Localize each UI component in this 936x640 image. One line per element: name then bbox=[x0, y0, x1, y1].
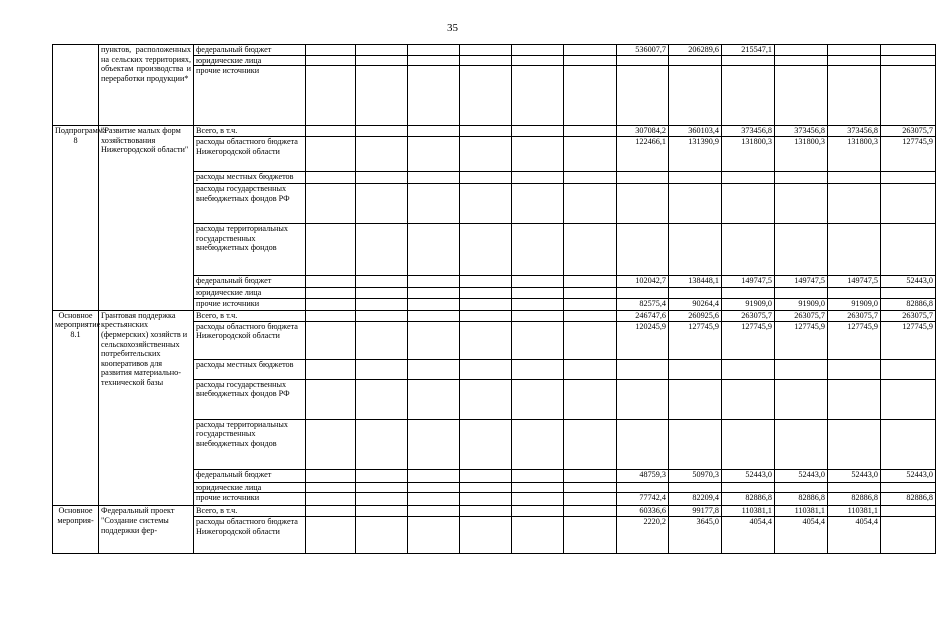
table-row bbox=[53, 506, 936, 517]
value-cell: 52443,0 bbox=[881, 469, 936, 482]
value-cell bbox=[617, 184, 669, 224]
value-cell: 102042,7 bbox=[617, 276, 669, 288]
empty-cell bbox=[512, 276, 564, 288]
empty-cell bbox=[512, 126, 564, 137]
funding-source-cell: расходы территориальных государственных внебюджетных фондов bbox=[194, 224, 306, 276]
value-cell bbox=[722, 482, 775, 493]
value-cell bbox=[617, 55, 669, 66]
value-cell: 307084,2 bbox=[617, 126, 669, 137]
empty-cell bbox=[564, 172, 617, 184]
value-cell bbox=[722, 172, 775, 184]
funding-source-cell: федеральный бюджет bbox=[194, 276, 306, 288]
empty-cell bbox=[512, 419, 564, 469]
empty-cell bbox=[306, 172, 356, 184]
value-cell: 110381,1 bbox=[722, 506, 775, 517]
value-cell bbox=[775, 419, 828, 469]
empty-cell bbox=[512, 184, 564, 224]
funding-source-cell: юридические лица bbox=[194, 482, 306, 493]
empty-cell bbox=[408, 184, 460, 224]
value-cell: 52443,0 bbox=[828, 469, 881, 482]
empty-cell bbox=[356, 506, 408, 517]
empty-cell bbox=[512, 482, 564, 493]
empty-cell bbox=[306, 126, 356, 137]
program-description-cell: Грантовая поддержка крестьянских (фермерских) хозяйств и сельскохозяйственных потребительских кооперативов для развития материально-технической базы bbox=[99, 310, 194, 506]
value-cell bbox=[722, 224, 775, 276]
empty-cell bbox=[356, 517, 408, 554]
empty-cell bbox=[408, 126, 460, 137]
empty-cell bbox=[356, 482, 408, 493]
value-cell bbox=[669, 288, 722, 299]
value-cell: 373456,8 bbox=[828, 126, 881, 137]
empty-cell bbox=[460, 184, 512, 224]
value-cell: 90264,4 bbox=[669, 298, 722, 310]
empty-cell bbox=[356, 298, 408, 310]
value-cell: 82886,8 bbox=[881, 493, 936, 506]
empty-cell bbox=[408, 469, 460, 482]
empty-cell bbox=[564, 45, 617, 56]
funding-source-cell: расходы территориальных государственных внебюджетных фондов bbox=[194, 419, 306, 469]
empty-cell bbox=[408, 45, 460, 56]
empty-cell bbox=[408, 224, 460, 276]
empty-cell bbox=[460, 288, 512, 299]
empty-cell bbox=[356, 288, 408, 299]
empty-cell bbox=[460, 298, 512, 310]
empty-cell bbox=[512, 288, 564, 299]
empty-cell bbox=[408, 506, 460, 517]
empty-cell bbox=[564, 419, 617, 469]
funding-source-cell: федеральный бюджет bbox=[194, 469, 306, 482]
empty-cell bbox=[460, 506, 512, 517]
empty-cell bbox=[460, 469, 512, 482]
value-cell bbox=[722, 419, 775, 469]
value-cell bbox=[722, 359, 775, 379]
value-cell bbox=[828, 66, 881, 126]
empty-cell bbox=[306, 469, 356, 482]
value-cell: 127745,9 bbox=[722, 321, 775, 359]
empty-cell bbox=[356, 55, 408, 66]
empty-cell bbox=[408, 55, 460, 66]
funding-source-cell: прочие источники bbox=[194, 66, 306, 126]
value-cell bbox=[881, 482, 936, 493]
value-cell: 82886,8 bbox=[775, 493, 828, 506]
empty-cell bbox=[356, 172, 408, 184]
empty-cell bbox=[512, 517, 564, 554]
value-cell bbox=[775, 482, 828, 493]
empty-cell bbox=[306, 288, 356, 299]
value-cell bbox=[881, 359, 936, 379]
empty-cell bbox=[460, 137, 512, 172]
empty-cell bbox=[356, 184, 408, 224]
value-cell: 260925,6 bbox=[669, 310, 722, 321]
empty-cell bbox=[408, 359, 460, 379]
value-cell: 127745,9 bbox=[669, 321, 722, 359]
empty-cell bbox=[460, 482, 512, 493]
table-row bbox=[53, 126, 936, 137]
value-cell: 52443,0 bbox=[775, 469, 828, 482]
funding-source-cell: прочие источники bbox=[194, 493, 306, 506]
program-name-cell: Подпрограмма 8 bbox=[53, 126, 99, 311]
value-cell: 82886,8 bbox=[722, 493, 775, 506]
value-cell bbox=[775, 224, 828, 276]
empty-cell bbox=[306, 45, 356, 56]
funding-source-cell: Всего, в т.ч. bbox=[194, 126, 306, 137]
value-cell bbox=[881, 506, 936, 517]
program-description-cell: "Развитие малых форм хозяйствования Нижегородской области" bbox=[99, 126, 194, 311]
value-cell bbox=[669, 419, 722, 469]
empty-cell bbox=[356, 126, 408, 137]
empty-cell bbox=[512, 359, 564, 379]
value-cell bbox=[828, 172, 881, 184]
table-row bbox=[53, 310, 936, 321]
value-cell bbox=[881, 55, 936, 66]
program-description-cell: Федеральный проект "Создание системы поддержки фер- bbox=[99, 506, 194, 554]
empty-cell bbox=[408, 288, 460, 299]
value-cell: 52443,0 bbox=[722, 469, 775, 482]
empty-cell bbox=[460, 493, 512, 506]
empty-cell bbox=[306, 184, 356, 224]
empty-cell bbox=[306, 379, 356, 419]
value-cell bbox=[775, 45, 828, 56]
value-cell bbox=[881, 419, 936, 469]
value-cell bbox=[828, 482, 881, 493]
empty-cell bbox=[564, 184, 617, 224]
value-cell bbox=[669, 55, 722, 66]
funding-source-cell: федеральный бюджет bbox=[194, 45, 306, 56]
value-cell: 50970,3 bbox=[669, 469, 722, 482]
empty-cell bbox=[408, 298, 460, 310]
value-cell: 4054,4 bbox=[775, 517, 828, 554]
value-cell bbox=[828, 419, 881, 469]
empty-cell bbox=[306, 298, 356, 310]
value-cell bbox=[775, 288, 828, 299]
value-cell: 91909,0 bbox=[775, 298, 828, 310]
empty-cell bbox=[356, 276, 408, 288]
empty-cell bbox=[512, 379, 564, 419]
value-cell bbox=[617, 359, 669, 379]
empty-cell bbox=[306, 321, 356, 359]
empty-cell bbox=[408, 172, 460, 184]
empty-cell bbox=[356, 379, 408, 419]
value-cell bbox=[775, 359, 828, 379]
program-description-cell: пунктов, расположенных на сельских территориях, объектам производства и переработки продукции* bbox=[99, 45, 194, 126]
empty-cell bbox=[512, 66, 564, 126]
value-cell bbox=[828, 379, 881, 419]
value-cell: 91909,0 bbox=[722, 298, 775, 310]
empty-cell bbox=[356, 469, 408, 482]
empty-cell bbox=[512, 172, 564, 184]
value-cell bbox=[775, 172, 828, 184]
value-cell: 82575,4 bbox=[617, 298, 669, 310]
empty-cell bbox=[408, 419, 460, 469]
value-cell: 206289,6 bbox=[669, 45, 722, 56]
value-cell bbox=[881, 45, 936, 56]
value-cell bbox=[669, 482, 722, 493]
value-cell bbox=[828, 288, 881, 299]
funding-source-cell: расходы государственных внебюджетных фондов РФ bbox=[194, 379, 306, 419]
empty-cell bbox=[408, 517, 460, 554]
value-cell bbox=[617, 172, 669, 184]
empty-cell bbox=[460, 517, 512, 554]
value-cell: 127745,9 bbox=[881, 321, 936, 359]
value-cell bbox=[722, 55, 775, 66]
value-cell: 77742,4 bbox=[617, 493, 669, 506]
value-cell bbox=[881, 184, 936, 224]
value-cell: 60336,6 bbox=[617, 506, 669, 517]
value-cell: 131390,9 bbox=[669, 137, 722, 172]
value-cell: 149747,5 bbox=[828, 276, 881, 288]
value-cell: 263075,7 bbox=[775, 310, 828, 321]
empty-cell bbox=[356, 224, 408, 276]
empty-cell bbox=[460, 359, 512, 379]
empty-cell bbox=[460, 172, 512, 184]
program-name-cell bbox=[53, 45, 99, 126]
empty-cell bbox=[564, 137, 617, 172]
value-cell bbox=[617, 288, 669, 299]
empty-cell bbox=[356, 45, 408, 56]
value-cell: 4054,4 bbox=[722, 517, 775, 554]
funding-source-cell: Всего, в т.ч. bbox=[194, 310, 306, 321]
empty-cell bbox=[564, 469, 617, 482]
value-cell bbox=[669, 359, 722, 379]
value-cell bbox=[881, 172, 936, 184]
empty-cell bbox=[512, 45, 564, 56]
empty-cell bbox=[306, 359, 356, 379]
value-cell: 127745,9 bbox=[775, 321, 828, 359]
value-cell bbox=[775, 55, 828, 66]
funding-source-cell: Всего, в т.ч. bbox=[194, 506, 306, 517]
value-cell: 122466,1 bbox=[617, 137, 669, 172]
page-number: 35 bbox=[447, 22, 458, 34]
empty-cell bbox=[460, 321, 512, 359]
funding-source-cell: расходы местных бюджетов bbox=[194, 172, 306, 184]
budget-table bbox=[52, 44, 936, 554]
funding-source-cell: юридические лица bbox=[194, 288, 306, 299]
value-cell bbox=[669, 172, 722, 184]
empty-cell bbox=[564, 379, 617, 419]
value-cell bbox=[722, 184, 775, 224]
value-cell bbox=[828, 224, 881, 276]
empty-cell bbox=[564, 126, 617, 137]
empty-cell bbox=[460, 379, 512, 419]
value-cell: 82886,8 bbox=[828, 493, 881, 506]
empty-cell bbox=[408, 276, 460, 288]
value-cell bbox=[881, 66, 936, 126]
value-cell bbox=[617, 224, 669, 276]
empty-cell bbox=[408, 137, 460, 172]
empty-cell bbox=[564, 276, 617, 288]
empty-cell bbox=[306, 506, 356, 517]
empty-cell bbox=[408, 321, 460, 359]
funding-source-cell: юридические лица bbox=[194, 55, 306, 66]
empty-cell bbox=[408, 66, 460, 126]
value-cell: 82209,4 bbox=[669, 493, 722, 506]
funding-source-cell: расходы государственных внебюджетных фондов РФ bbox=[194, 184, 306, 224]
program-name-cell: Основное мероприятие 8.1 bbox=[53, 310, 99, 506]
empty-cell bbox=[306, 276, 356, 288]
empty-cell bbox=[512, 321, 564, 359]
empty-cell bbox=[306, 224, 356, 276]
empty-cell bbox=[564, 517, 617, 554]
value-cell bbox=[881, 224, 936, 276]
empty-cell bbox=[306, 310, 356, 321]
value-cell: 91909,0 bbox=[828, 298, 881, 310]
empty-cell bbox=[356, 359, 408, 379]
value-cell: 263075,7 bbox=[722, 310, 775, 321]
empty-cell bbox=[564, 310, 617, 321]
value-cell bbox=[722, 288, 775, 299]
empty-cell bbox=[460, 55, 512, 66]
funding-source-cell: прочие источники bbox=[194, 298, 306, 310]
funding-source-cell: расходы областного бюджета Нижегородской области bbox=[194, 517, 306, 554]
empty-cell bbox=[356, 493, 408, 506]
value-cell: 215547,1 bbox=[722, 45, 775, 56]
value-cell bbox=[828, 45, 881, 56]
empty-cell bbox=[512, 469, 564, 482]
value-cell bbox=[669, 184, 722, 224]
value-cell bbox=[722, 66, 775, 126]
value-cell: 536007,7 bbox=[617, 45, 669, 56]
empty-cell bbox=[564, 298, 617, 310]
value-cell: 373456,8 bbox=[722, 126, 775, 137]
empty-cell bbox=[512, 55, 564, 66]
value-cell: 131800,3 bbox=[775, 137, 828, 172]
empty-cell bbox=[512, 224, 564, 276]
empty-cell bbox=[356, 321, 408, 359]
value-cell: 120245,9 bbox=[617, 321, 669, 359]
value-cell: 131800,3 bbox=[828, 137, 881, 172]
value-cell: 373456,8 bbox=[775, 126, 828, 137]
value-cell bbox=[669, 66, 722, 126]
value-cell: 246747,6 bbox=[617, 310, 669, 321]
empty-cell bbox=[306, 482, 356, 493]
value-cell: 4054,4 bbox=[828, 517, 881, 554]
value-cell bbox=[617, 482, 669, 493]
funding-source-cell: расходы областного бюджета Нижегородской области bbox=[194, 321, 306, 359]
empty-cell bbox=[460, 224, 512, 276]
empty-cell bbox=[564, 66, 617, 126]
value-cell bbox=[722, 379, 775, 419]
value-cell bbox=[828, 184, 881, 224]
empty-cell bbox=[306, 55, 356, 66]
value-cell bbox=[617, 66, 669, 126]
empty-cell bbox=[460, 126, 512, 137]
value-cell bbox=[775, 66, 828, 126]
value-cell bbox=[617, 419, 669, 469]
empty-cell bbox=[306, 517, 356, 554]
empty-cell bbox=[356, 310, 408, 321]
value-cell: 149747,5 bbox=[775, 276, 828, 288]
empty-cell bbox=[512, 493, 564, 506]
empty-cell bbox=[564, 482, 617, 493]
value-cell bbox=[775, 379, 828, 419]
empty-cell bbox=[512, 137, 564, 172]
funding-source-cell: расходы областного бюджета Нижегородской области bbox=[194, 137, 306, 172]
empty-cell bbox=[460, 276, 512, 288]
value-cell bbox=[881, 517, 936, 554]
empty-cell bbox=[408, 310, 460, 321]
empty-cell bbox=[460, 66, 512, 126]
empty-cell bbox=[408, 493, 460, 506]
value-cell bbox=[881, 288, 936, 299]
value-cell: 149747,5 bbox=[722, 276, 775, 288]
value-cell: 3645,0 bbox=[669, 517, 722, 554]
value-cell: 263075,7 bbox=[828, 310, 881, 321]
empty-cell bbox=[306, 137, 356, 172]
empty-cell bbox=[564, 55, 617, 66]
empty-cell bbox=[564, 288, 617, 299]
value-cell: 52443,0 bbox=[881, 276, 936, 288]
table-row bbox=[53, 45, 936, 56]
value-cell bbox=[775, 184, 828, 224]
value-cell bbox=[669, 224, 722, 276]
empty-cell bbox=[460, 310, 512, 321]
value-cell: 263075,7 bbox=[881, 126, 936, 137]
empty-cell bbox=[356, 419, 408, 469]
empty-cell bbox=[306, 66, 356, 126]
empty-cell bbox=[564, 321, 617, 359]
value-cell: 263075,7 bbox=[881, 310, 936, 321]
funding-source-cell: расходы местных бюджетов bbox=[194, 359, 306, 379]
value-cell: 360103,4 bbox=[669, 126, 722, 137]
value-cell: 138448,1 bbox=[669, 276, 722, 288]
value-cell bbox=[669, 379, 722, 419]
empty-cell bbox=[512, 298, 564, 310]
empty-cell bbox=[356, 137, 408, 172]
value-cell: 99177,8 bbox=[669, 506, 722, 517]
value-cell: 2220,2 bbox=[617, 517, 669, 554]
empty-cell bbox=[306, 419, 356, 469]
empty-cell bbox=[408, 482, 460, 493]
empty-cell bbox=[512, 310, 564, 321]
empty-cell bbox=[564, 493, 617, 506]
program-name-cell: Основное мероприя- bbox=[53, 506, 99, 554]
value-cell: 110381,1 bbox=[828, 506, 881, 517]
empty-cell bbox=[460, 419, 512, 469]
empty-cell bbox=[564, 359, 617, 379]
value-cell: 131800,3 bbox=[722, 137, 775, 172]
value-cell: 127745,9 bbox=[828, 321, 881, 359]
empty-cell bbox=[460, 45, 512, 56]
empty-cell bbox=[512, 506, 564, 517]
empty-cell bbox=[408, 379, 460, 419]
empty-cell bbox=[306, 493, 356, 506]
empty-cell bbox=[564, 224, 617, 276]
value-cell: 110381,1 bbox=[775, 506, 828, 517]
value-cell bbox=[828, 55, 881, 66]
value-cell bbox=[881, 379, 936, 419]
empty-cell bbox=[356, 66, 408, 126]
value-cell: 127745,9 bbox=[881, 137, 936, 172]
value-cell bbox=[617, 379, 669, 419]
empty-cell bbox=[564, 506, 617, 517]
value-cell bbox=[828, 359, 881, 379]
value-cell: 48759,3 bbox=[617, 469, 669, 482]
value-cell: 82886,8 bbox=[881, 298, 936, 310]
